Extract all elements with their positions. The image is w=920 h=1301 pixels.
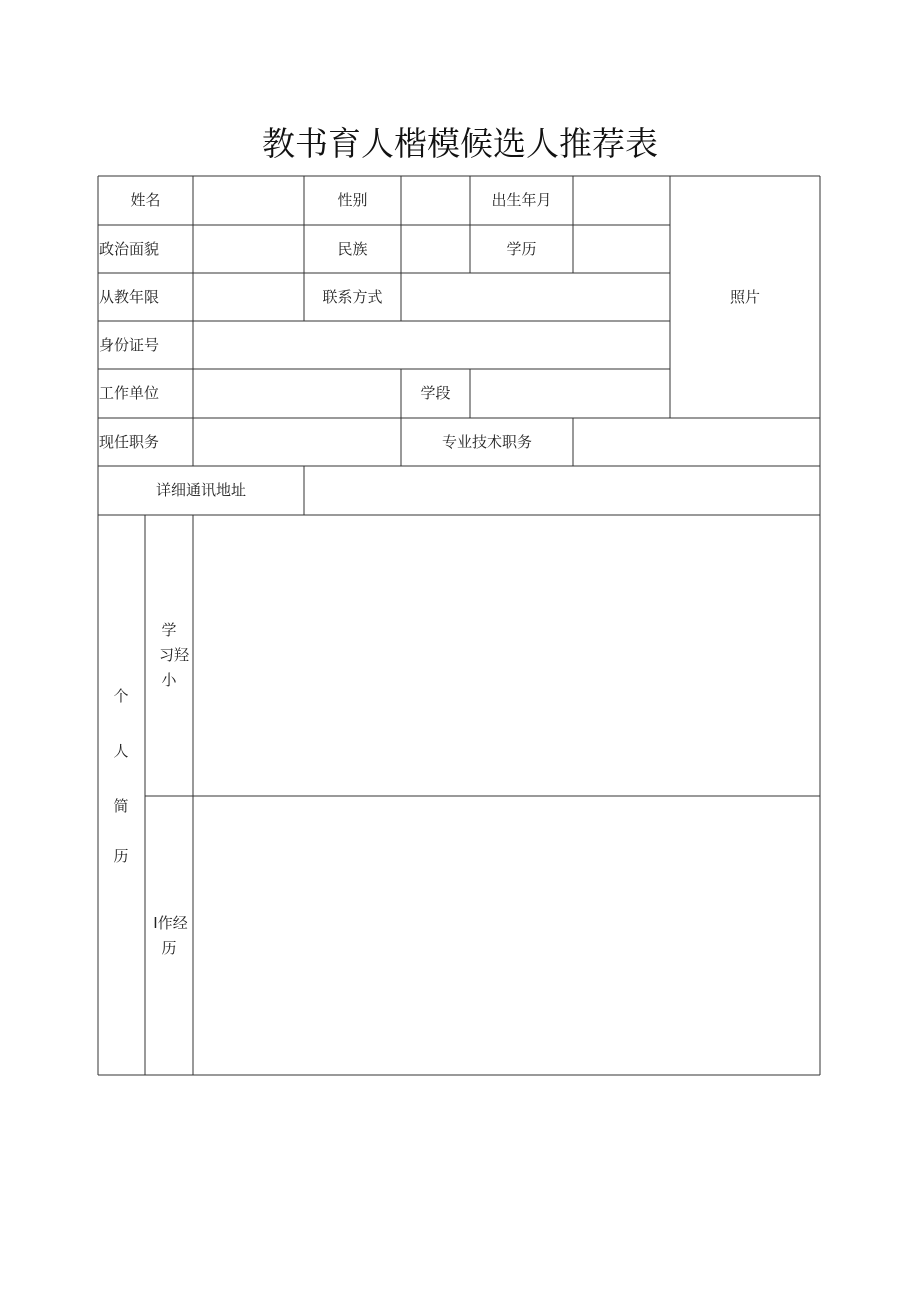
resume-char-1: 个 (113, 687, 129, 705)
label-ethnicity: 民族 (337, 239, 368, 258)
work-experience-field[interactable] (193, 796, 820, 1075)
label-education: 学历 (506, 239, 537, 258)
photo-box[interactable]: 照片 (729, 287, 760, 306)
name-field[interactable] (193, 176, 304, 225)
label-political: 政治面貌 (99, 239, 160, 258)
label-professional-title: 专业技术职务 (441, 432, 532, 451)
label-school-stage: 学段 (420, 384, 451, 402)
resume-char-4: 历 (113, 847, 129, 865)
label-birth: 出生年月 (491, 191, 552, 209)
label-contact: 联系方式 (322, 287, 383, 306)
study-label-line-1: 学 (161, 621, 177, 639)
label-work-unit: 工作单位 (99, 384, 160, 402)
education-field[interactable] (573, 225, 670, 273)
ethnicity-field[interactable] (401, 225, 470, 273)
study-label-line-2: 习羟 (158, 646, 189, 664)
label-gender: 性别 (337, 191, 368, 209)
work-unit-field[interactable] (193, 369, 401, 418)
address-field[interactable] (304, 466, 820, 515)
study-label-line-3: 小 (161, 671, 177, 689)
gender-field[interactable] (401, 176, 470, 225)
current-post-field[interactable] (193, 418, 401, 466)
resume-char-3: 简 (113, 797, 129, 815)
birth-field[interactable] (573, 176, 670, 225)
teaching-years-field[interactable] (193, 273, 304, 321)
study-experience-label (145, 623, 193, 698)
professional-title-field[interactable] (573, 418, 820, 466)
label-address: 详细通讯地址 (155, 481, 246, 499)
work-experience-label (145, 916, 193, 966)
label-current-post: 现任职务 (99, 432, 160, 451)
school-stage-field[interactable] (470, 369, 670, 418)
id-number-field[interactable] (193, 321, 670, 369)
resume-char-2: 人 (113, 742, 129, 760)
study-experience-field[interactable] (193, 515, 820, 796)
work-label-line-2: 历 (161, 939, 177, 957)
contact-field[interactable] (401, 273, 670, 321)
resume-section-label (96, 689, 146, 879)
political-field[interactable] (193, 225, 304, 273)
form-title: 教书育人楷模候选人推荐表 (262, 124, 658, 163)
label-name: 姓名 (130, 191, 161, 209)
work-label-line-1: I作经 (153, 914, 188, 932)
label-teaching-years: 从教年限 (99, 287, 160, 306)
label-id-number: 身份证号 (99, 335, 160, 354)
